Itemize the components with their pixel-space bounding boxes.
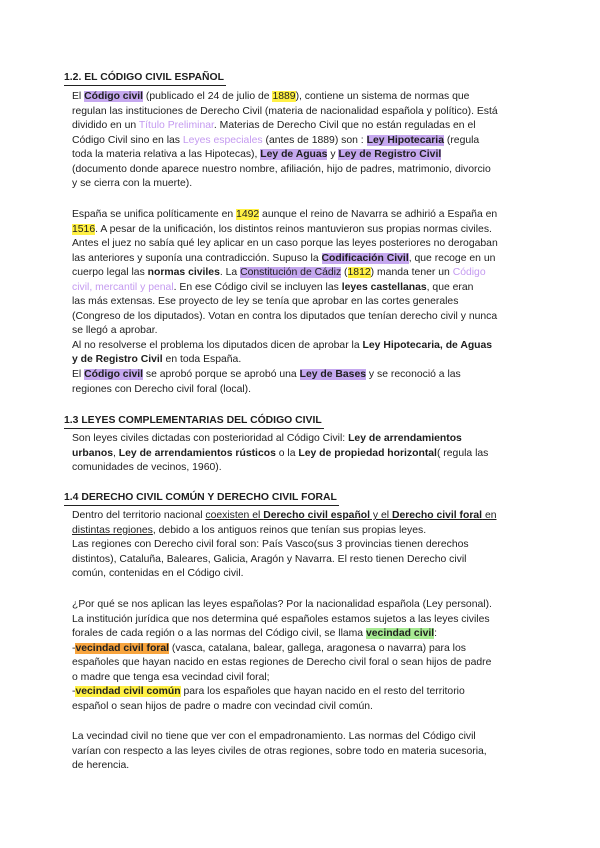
text-line: y de Registro Civil en toda España.	[72, 354, 242, 366]
text-line: ¿Por qué se nos aplican las leyes españolas? Por la nacionalidad española (Ley personal).	[72, 599, 492, 610]
heading-derecho-civil-comun-foral: 1.4 DERECHO CIVIL COMÚN Y DERECHO CIVIL FORAL	[64, 490, 339, 506]
text-line: toda la materia relativa a las Hipotecas), Ley de Aguas y Ley de Registro Civil	[72, 149, 442, 161]
text-line: La vecindad civil no tiene que ver con el empadronamiento. Las normas del Código civil	[72, 731, 476, 742]
text-line: forales de cada región o a las normas del Código civil, se llama vecindad civil:	[72, 628, 438, 640]
paragraph-unificacion	[72, 208, 532, 397]
text-line: Código Civil sino en las Leyes especiales (antes de 1889) son : Ley Hipotecaria (regula	[72, 134, 480, 146]
text-line: urbanos, Ley de arrendamientos rústicos o la Ley de propiedad horizontal( regula las	[72, 447, 489, 459]
text-line: (documento donde aparece nuestro nombre, afiliación, hijo de padres, matrimonio, divorcio	[72, 163, 491, 175]
text-line: Antes el juez no sabía qué ley aplicar en un caso porque las leyes posteriores no derogaban	[72, 238, 498, 250]
paragraph-codigo-civil	[72, 90, 532, 192]
text-line: distintas regiones, debido a los antiguos reinos que tenían sus propias leyes.	[72, 524, 427, 536]
text-line: las más extensas. Ese proyecto de ley se tenía que aprobar en las cortes generales	[72, 296, 459, 308]
text-line: regulan las instituciones de Derecho Civil (materia de nacionalidad española y político). Está	[72, 105, 498, 117]
text-line: (Congreso de los diputados). Votan en contra los diputados que tenían derecho civil y nunca	[72, 310, 498, 322]
text-line: Las regiones con Derecho civil foral son: País Vasco(sus 3 provincias tienen derechos	[72, 539, 469, 551]
text-line: varían con respecto a las leyes civiles de otras regiones, sobre todo en materia sucesoria,	[72, 745, 487, 757]
text-line: las anteriores y suponía una contradicción. Supuso la Codificación Civil, que recoge en un	[72, 252, 496, 264]
text-line: comunidades de vecinos, 1960).	[72, 462, 222, 474]
text-line: España se unifica políticamente en 1492 aunque el reino de Navarra se adhirió a España en	[72, 209, 498, 220]
text-line: dividido en un Título Preliminar. Materias de Derecho Civil que no están reguladas en el	[72, 120, 476, 132]
text-line: español o sean hijos de padre o madre con vecindad civil común.	[72, 700, 373, 712]
text-line: común, contenidas en el Código civil.	[72, 568, 244, 580]
text-line: regiones con Derecho civil foral (local).	[72, 383, 252, 395]
paragraph-empadronamiento	[72, 730, 532, 774]
text-line: distintos), Cataluña, Baleares, Galicia, Aragón y Navarra. El resto tienen Derecho civil	[72, 553, 467, 565]
text-line: La institución jurídica que nos determina qué españoles estamos sujetos a las leyes civiles	[72, 613, 490, 625]
text-line: de herencia.	[72, 760, 130, 772]
paragraph-territorio-nacional	[72, 509, 532, 582]
text-line: Dentro del territorio nacional coexisten el Derecho civil español y el Derecho civil foral en	[72, 510, 497, 521]
text-line: El Código civil (publicado el 24 de julio de 1889), contiene un sistema de normas que	[72, 91, 470, 102]
text-line: cuerpo legal las normas civiles. La Constitución de Cádiz (1812) manda tener un Código	[72, 267, 486, 279]
text-line: -vecindad civil común para los españoles que hayan nacido en el resto del territorio	[72, 686, 465, 698]
text-line: Al no resolverse el problema los diputados dicen de aprobar la Ley Hipotecaria, de Aguas	[72, 339, 493, 351]
paragraph-vecindad-civil	[72, 598, 532, 714]
heading-leyes-complementarias: 1.3 LEYES COMPLEMENTARIAS DEL CÓDIGO CIVIL	[64, 413, 324, 429]
text-line: se llegó a aprobar.	[72, 325, 158, 337]
text-line: 1516. A pesar de la unificación, los distintos reinos mantuvieron sus propias normas civiles.	[72, 223, 492, 235]
text-line: civil, mercantil y penal. En ese Código civil se incluyen las leyes castellanas, que eran	[72, 281, 474, 293]
text-line: -vecindad civil foral (vasca, catalana, balear, gallega, aragonesa o navarra) para los	[72, 642, 466, 654]
text-line: El Código civil se aprobó porque se aprobó una Ley de Bases y se reconoció a las	[72, 369, 461, 381]
paragraph-leyes-complementarias	[72, 432, 532, 476]
text-line: y se cierra con la muerte).	[72, 178, 193, 190]
text-line: españoles que hayan nacido en estas regiones de Derecho civil foral o sean hijos de padre	[72, 657, 492, 669]
text-line: Son leyes civiles dictadas con posterioridad al Código Civil: Ley de arrendamientos	[72, 433, 462, 444]
heading-codigo-civil-espanol: 1.2. EL CÓDIGO CIVIL ESPAÑOL	[64, 70, 226, 86]
text-line: o madre que tenga esa vecindad civil foral;	[72, 671, 270, 683]
